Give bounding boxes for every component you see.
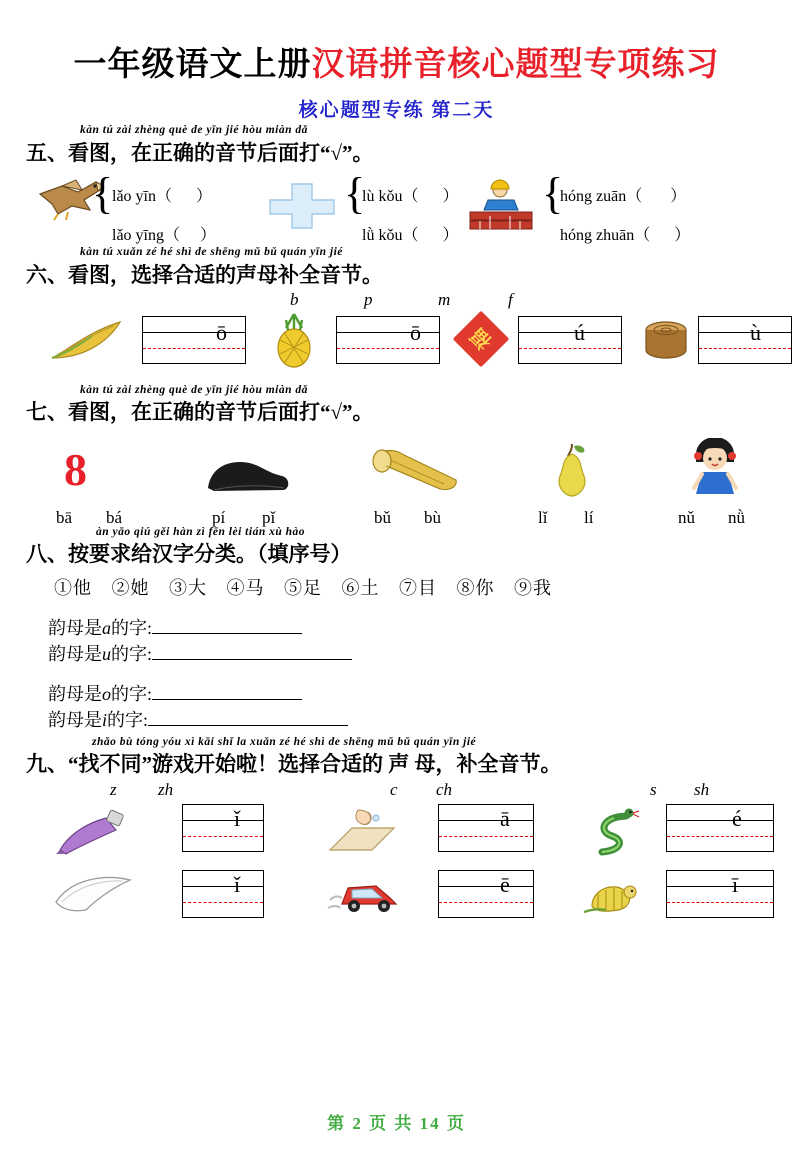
ex6-letter-3: ú: [574, 320, 585, 345]
ex9-grid-r2c1: [182, 870, 264, 918]
exercise-6-heading-row: [26, 246, 767, 288]
leather-shoe-picture: [204, 450, 292, 496]
ex9-choice-zh: zh: [158, 780, 174, 799]
ex8-item-4: ④马: [226, 578, 265, 598]
ex8-blank-a-line[interactable]: [152, 618, 302, 634]
exercise-9: [26, 736, 767, 926]
paper-picture: [52, 872, 136, 914]
worksheet-page: [0, 38, 793, 1160]
page-subtitle: 核心题型专练 第二天: [298, 100, 495, 121]
footer-page-number: 2: [352, 1114, 363, 1133]
ex7-option-5a: nǔ: [678, 508, 695, 527]
exercise-8-items: [26, 574, 767, 600]
ex7-option-1b: bá: [106, 508, 123, 527]
footer-middle: 页 共: [369, 1114, 414, 1133]
exercise-8: [26, 526, 767, 732]
fu-character-picture: 福: [458, 316, 504, 362]
ex8-item-5: ⑤足: [284, 578, 322, 598]
ex8-blank-i-label2: 的字:: [107, 710, 149, 730]
ex6-grid-4: [698, 316, 792, 364]
ex8-blank-o-label2: 的字:: [111, 684, 153, 704]
ex8-blank-a-label2: 的字:: [111, 618, 153, 638]
exercise-8-blank-row-1: [26, 614, 767, 666]
ex7-option-4b: lí: [584, 508, 594, 527]
footer-total-pages: 14: [419, 1114, 441, 1133]
ex5-group3-option2: hóng zhuān（ ）: [560, 227, 691, 244]
ex8-blank-a-label1: 韵母是: [48, 618, 102, 638]
exercise-7-heading-row: [26, 384, 767, 424]
ex8-blank-u: [48, 640, 408, 666]
ex6-choice-m: m: [438, 290, 451, 309]
exercise-8-pinyin: àn yāo qiú gěi hàn zì fēn lèi tián xù hào: [96, 526, 306, 538]
ex9-letter-r2c3: ī: [732, 872, 739, 897]
exercise-7: [26, 384, 767, 542]
brace-3: {: [542, 169, 564, 218]
ex6-letter-1: ō: [216, 320, 227, 345]
ex9-choice-s: s: [650, 780, 657, 799]
ex7-option-4a: lǐ: [538, 508, 548, 527]
ex5-group2-option2: lǜ kǒu（ ）: [362, 227, 459, 244]
ex8-blank-u-vowel: u: [102, 644, 111, 664]
ex8-item-1: ①他: [54, 578, 92, 598]
ex6-grid-3: [518, 316, 622, 364]
ex6-grid-1: [142, 316, 246, 364]
ex6-letter-4: ù: [750, 320, 761, 345]
ex8-blank-o-vowel: o: [102, 684, 111, 704]
exercise-6-heading: 六、看图，选择合适的声母补全音节。: [26, 263, 383, 287]
ex9-grid-r1c2: [438, 804, 534, 852]
ex8-blank-i-line[interactable]: [148, 710, 348, 726]
ex9-letter-r1c1: ǐ: [234, 806, 241, 831]
ex6-choice-p: p: [364, 290, 373, 309]
corn-picture: [48, 320, 124, 362]
footer-suffix: 页: [446, 1114, 466, 1133]
ex7-option-1a: bā: [56, 508, 73, 527]
crossroad-picture: [266, 182, 338, 230]
ex9-choice-z: z: [110, 780, 117, 799]
ex5-group1-option1: lǎo yīn（ ）: [112, 188, 213, 205]
exercise-9-heading: 九、“找不同”游戏开始啦！选择合适的 声 母，补全音节。: [26, 752, 562, 776]
ex8-item-9: ⑨我: [514, 578, 552, 598]
exercise-6-pinyin: kàn tú xuǎn zé hé shì de shēng mǔ bǔ quán yīn jié: [80, 246, 343, 258]
ex8-blank-u-label2: 的字:: [111, 644, 153, 664]
silkworm-picture: [582, 872, 646, 918]
ex8-item-6: ⑥土: [341, 578, 380, 598]
ex8-blank-u-line[interactable]: [152, 644, 352, 660]
exercise-5-heading: 五、看图，在正确的音节后面打“√”。: [26, 141, 374, 165]
exercise-7-body: [26, 424, 767, 542]
ex9-letter-r1c2: ā: [500, 806, 510, 831]
pear-picture: [544, 440, 600, 498]
ex7-option-5b: nǜ: [728, 508, 745, 527]
ex9-grid-r1c3: [666, 804, 774, 852]
bricklayer-picture: [464, 178, 538, 232]
ex8-item-8: ⑧你: [456, 578, 495, 598]
bamboo-mat-picture: [360, 446, 460, 496]
girl-picture: [684, 438, 746, 498]
pineapple-picture: [264, 312, 324, 368]
exercise-9-body: [26, 776, 767, 926]
toothpaste-picture: [52, 808, 136, 856]
exercise-6: [26, 246, 767, 396]
exercise-8-blank-row-2: [26, 680, 767, 732]
ex6-letter-2: ō: [410, 320, 421, 345]
ex8-blank-i: [48, 706, 408, 732]
ex8-item-2: ②她: [111, 578, 150, 598]
ex9-choice-c: c: [390, 780, 398, 799]
exercise-9-pinyin: zhǎo bù tóng yóu xì kāi shǐ la xuǎn zé hé shì de shēng mǔ bǔ quán yīn jié: [92, 736, 477, 748]
ex7-option-2b: pǐ: [262, 508, 276, 527]
exercise-9-heading-row: [26, 736, 767, 776]
ex5-group2-option1: lù kǒu（ ）: [362, 188, 459, 205]
ex8-blank-o: [48, 680, 408, 706]
ex8-item-7: ⑦目: [399, 578, 437, 598]
brace-2: {: [344, 169, 366, 218]
exercise-5-pinyin: kàn tú zài zhèng què de yīn jié hòu miàn dǎ: [80, 124, 308, 136]
brace-1: {: [92, 169, 114, 218]
exercise-7-heading: 七、看图，在正确的音节后面打“√”。: [26, 400, 374, 424]
ex8-blank-u-label1: 韵母是: [48, 644, 102, 664]
page-title-black: 一年级语文上册: [73, 47, 312, 83]
ex9-grid-r1c1: [182, 804, 264, 852]
ex5-group1-option2: lǎo yīng（ ）: [112, 227, 217, 244]
ex7-option-3b: bù: [424, 508, 441, 527]
exercise-6-body: [26, 288, 767, 396]
snake-picture: [582, 806, 642, 856]
exercise-8-heading: 八、按要求给汉字分类。（填序号）: [26, 542, 352, 566]
ex8-blank-a: [48, 614, 408, 640]
ex8-blank-i-vowel: i: [102, 710, 108, 730]
ex8-blank-a-vowel: a: [102, 618, 111, 638]
exercise-5-answer-row: [26, 169, 767, 252]
ex7-option-3a: bǔ: [374, 508, 391, 527]
exercise-8-heading-row: [26, 526, 767, 566]
car-picture: [322, 872, 408, 916]
ex6-choice-b: b: [290, 290, 299, 309]
ex8-blank-o-line[interactable]: [152, 684, 302, 700]
ex8-item-3: ③大: [169, 578, 207, 598]
ex6-grid-2: [336, 316, 440, 364]
ex9-choice-sh: sh: [694, 780, 710, 799]
ex9-choice-ch: ch: [436, 780, 453, 799]
page-title-red: 汉语拼音核心题型专项练习: [311, 47, 720, 83]
ex9-grid-r2c2: [438, 870, 534, 918]
ex6-choice-f: f: [508, 290, 513, 309]
ex9-letter-r1c3: é: [732, 806, 742, 831]
page-title: [26, 38, 767, 85]
ex7-option-2a: pí: [212, 508, 226, 527]
washing-hands-picture: [322, 806, 402, 856]
number-eight-picture: 8: [64, 444, 87, 495]
ex8-blank-o-label1: 韵母是: [48, 684, 102, 704]
ex8-blank-i-label1: 韵母是: [48, 710, 102, 730]
exercise-5: [26, 124, 767, 252]
footer-prefix: 第: [327, 1114, 347, 1133]
ex9-letter-r2c2: ē: [500, 872, 510, 897]
tree-stump-picture: [640, 318, 692, 364]
exercise-5-heading-row: [26, 124, 767, 166]
ex5-group3-option1: hóng zuān（ ）: [560, 188, 687, 205]
exercise-7-pinyin: kàn tú zài zhèng què de yīn jié hòu miàn dǎ: [80, 384, 308, 396]
ex9-letter-r2c1: ǐ: [234, 872, 241, 897]
ex9-grid-r2c3: [666, 870, 774, 918]
